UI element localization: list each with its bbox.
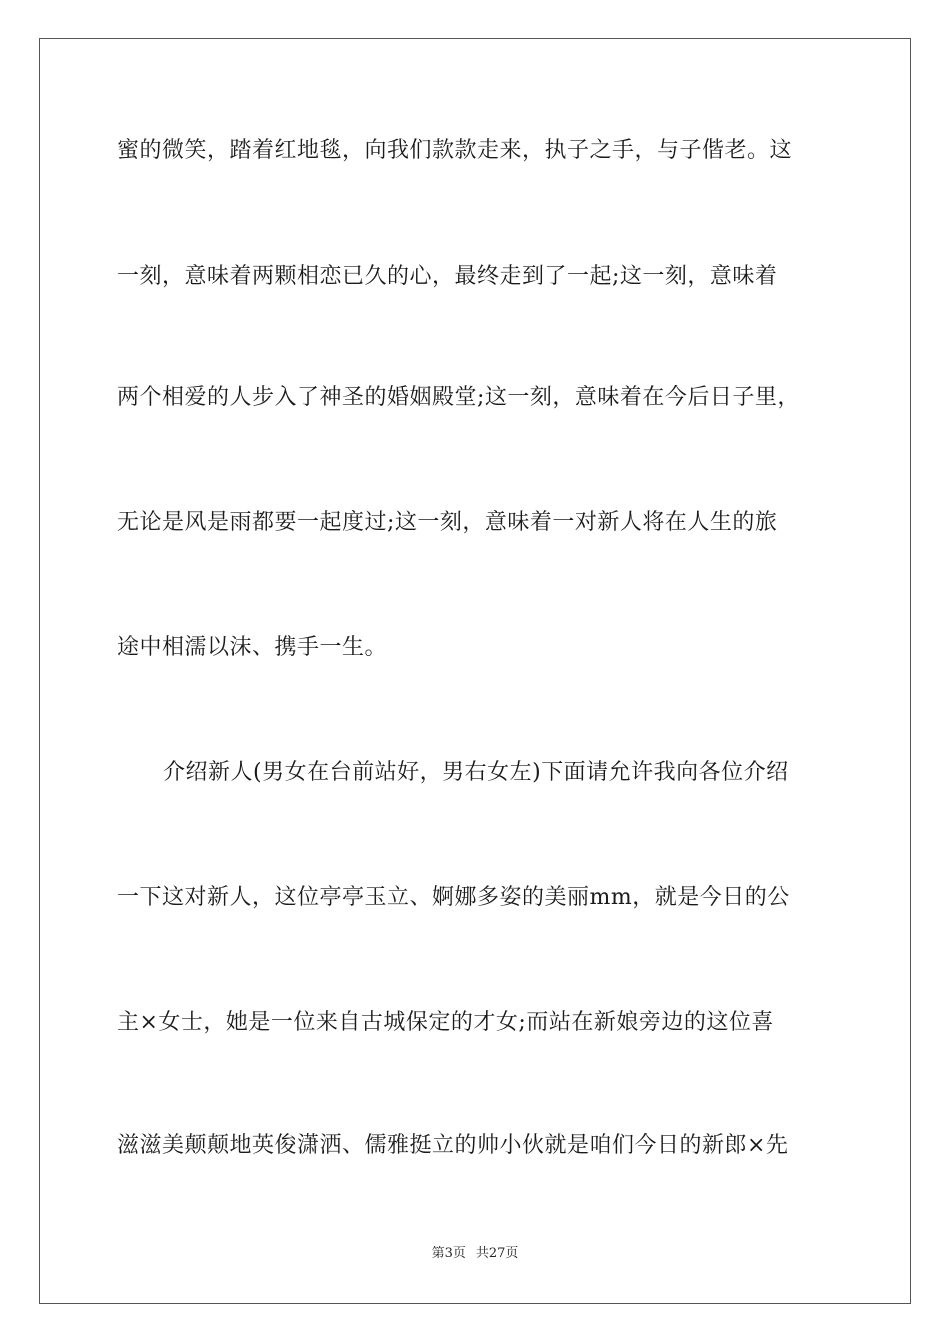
text-line-9: 滋滋美颠颠地英俊潇洒、儒雅挺立的帅小伙就是咱们今日的新郎×先	[117, 1133, 789, 1158]
paragraph-start-line: 介绍新人(男女在台前站好，男右女左)下面请允许我向各位介绍	[163, 760, 789, 785]
text-line-3: 两个相爱的人步入了神圣的婚姻殿堂;这一刻，意味着在今后日子里，	[117, 385, 800, 410]
page-border	[39, 38, 911, 1304]
text-line-5: 途中相濡以沫、携手一生。	[117, 635, 388, 660]
text-line-8: 主×女士，她是一位来自古城保定的才女;而站在新娘旁边的这位喜	[117, 1010, 774, 1035]
page-current-number: 第3页	[431, 1246, 466, 1261]
page-footer	[0, 1244, 950, 1264]
text-line-4: 无论是风是雨都要一起度过;这一刻，意味着一对新人将在人生的旅	[117, 510, 778, 535]
text-line-2: 一刻，意味着两颗相恋已久的心，最终走到了一起;这一刻，意味着	[117, 264, 778, 289]
page-total-count: 共27页	[475, 1246, 519, 1261]
text-line-1: 蜜的微笑，踏着红地毯，向我们款款走来，执子之手，与子偕老。这	[117, 138, 793, 163]
text-line-7: 一下这对新人，这位亭亭玉立、婀娜多姿的美丽mm，就是今日的公	[117, 885, 790, 910]
